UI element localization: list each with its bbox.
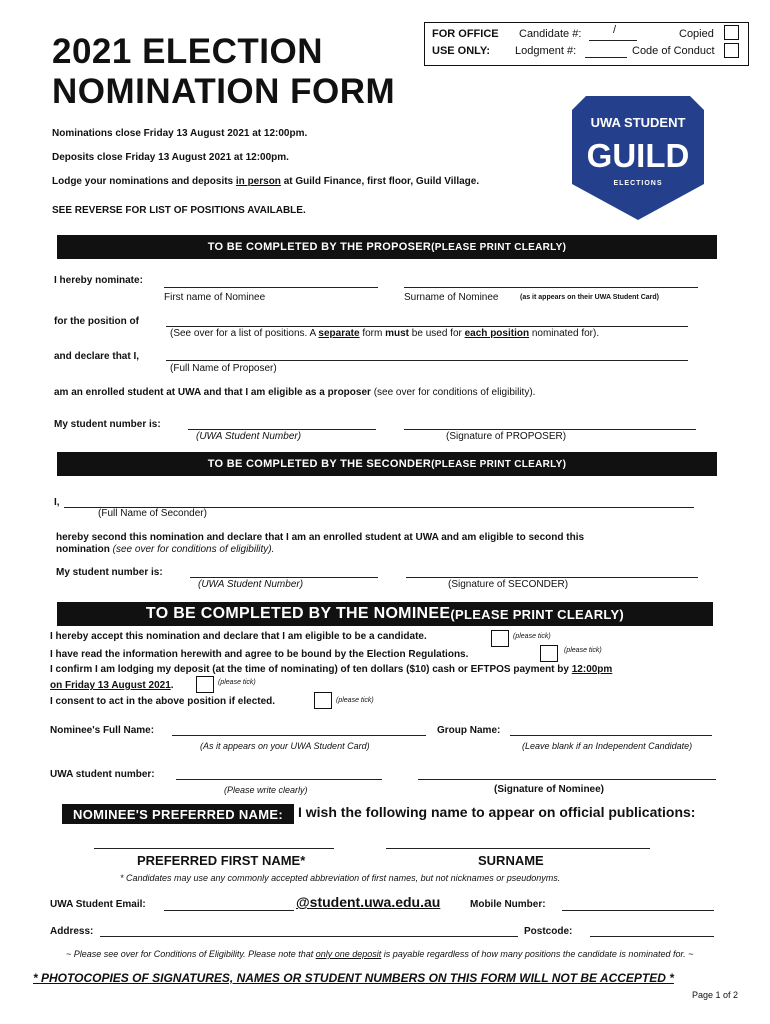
candidate-number-field[interactable]: [589, 40, 637, 41]
nominee-signature-caption: (Signature of Nominee): [494, 784, 605, 795]
postcode-label: Postcode:: [524, 926, 573, 937]
nominee-first-name-field[interactable]: [164, 287, 378, 288]
accept-tick-hint: (please tick): [513, 633, 551, 640]
preferred-name-statement: I wish the following name to appear on official publications:: [298, 804, 696, 820]
position-field[interactable]: [166, 326, 688, 327]
see-reverse-note: SEE REVERSE FOR LIST OF POSITIONS AVAILABLE.: [52, 205, 306, 216]
accept-checkbox[interactable]: [491, 630, 509, 647]
consent-statement: I consent to act in the above position if elected.: [50, 696, 276, 707]
mobile-label: Mobile Number:: [470, 899, 546, 910]
deposit-statement-line-2: on Friday 13 August 2021.: [50, 680, 174, 691]
email-label: UWA Student Email:: [50, 899, 146, 910]
preferred-name-label: NOMINEE'S PREFERRED NAME:: [62, 804, 294, 824]
eligibility-note: ~ Please see over for Conditions of Eligibility. Please note that only one deposit is payable regardless of how many positions the candidate is nominated for. ~: [66, 949, 694, 959]
declare-label: and declare that I,: [54, 351, 140, 362]
nominee-signature-field[interactable]: [418, 779, 716, 780]
seconder-declaration-line-1: hereby second this nomination and declare that I am an enrolled student at UWA and am eligible to second this: [56, 532, 585, 543]
lodgment-number-field[interactable]: [585, 57, 627, 58]
preferred-name-footnote: * Candidates may use any commonly accepted abbreviation of first names, but not nicknames or pseudonyms.: [120, 873, 561, 883]
mobile-field[interactable]: [562, 910, 714, 911]
nominee-student-number-caption: (Please write clearly): [224, 785, 308, 795]
address-label: Address:: [50, 926, 94, 937]
lodge-instructions: Lodge your nominations and deposits in person at Guild Finance, first floor, Guild Village.: [52, 176, 480, 187]
consent-checkbox[interactable]: [314, 692, 332, 709]
read-checkbox[interactable]: [540, 645, 558, 662]
seconder-full-name-caption: (Full Name of Seconder): [98, 508, 207, 519]
deposits-close-text: Deposits close Friday 13 August 2021 at 12:00pm.: [52, 152, 289, 163]
office-label-2: USE ONLY:: [432, 45, 491, 57]
accept-statement: I hereby accept this nomination and declare that I am eligible to be a candidate.: [50, 631, 427, 642]
seconder-declaration-line-2: nomination (see over for conditions of eligibility).: [56, 544, 275, 555]
group-name-field[interactable]: [510, 735, 712, 736]
seconder-signature-caption: (Signature of SECONDER): [448, 579, 569, 590]
proposer-signature-field[interactable]: [404, 429, 696, 430]
read-statement: I have read the information herewith and agree to be bound by the Election Regulations.: [50, 649, 469, 660]
seconder-signature-field[interactable]: [406, 577, 698, 578]
nominations-close-text: Nominations close Friday 13 August 2021 at 12:00pm.: [52, 128, 308, 139]
consent-tick-hint: (please tick): [336, 697, 374, 704]
seconder-student-number-field[interactable]: [190, 577, 378, 578]
copied-label: Copied: [679, 28, 714, 40]
preferred-surname-field[interactable]: [386, 848, 650, 849]
proposer-full-name-field[interactable]: [166, 360, 688, 361]
group-name-label: Group Name:: [437, 725, 501, 736]
seconder-student-number-label: My student number is:: [56, 567, 163, 578]
group-name-caption: (Leave blank if an Independent Candidate): [522, 741, 693, 751]
deposit-checkbox[interactable]: [196, 676, 214, 693]
office-label-1: FOR OFFICE: [432, 28, 499, 40]
code-of-conduct-label: Code of Conduct: [632, 45, 715, 57]
logo-line-2: GUILD: [586, 137, 690, 174]
lodgment-number-label: Lodgment #:: [515, 45, 577, 57]
surname-note: (as it appears on their UWA Student Card): [520, 294, 659, 301]
address-field[interactable]: [100, 936, 518, 937]
nominee-full-name-caption: (As it appears on your UWA Student Card): [200, 741, 370, 751]
deposit-tick-hint: (please tick): [218, 679, 256, 686]
first-name-caption: First name of Nominee: [164, 292, 266, 303]
nominee-full-name-field[interactable]: [172, 735, 426, 736]
surname-caption: Surname of Nominee: [404, 292, 499, 303]
position-label: for the position of: [54, 316, 139, 327]
preferred-first-name-field[interactable]: [94, 848, 334, 849]
candidate-number-value: /: [613, 24, 617, 36]
nominee-surname-field[interactable]: [404, 287, 698, 288]
seconder-section-header: TO BE COMPLETED BY THE SECONDER (PLEASE PRINT CLEARLY): [57, 452, 717, 476]
photocopy-warning: * PHOTOCOPIES OF SIGNATURES, NAMES OR STUDENT NUMBERS ON THIS FORM WILL NOT BE ACCEPTED *: [33, 971, 674, 985]
postcode-field[interactable]: [590, 936, 714, 937]
proposer-enrolled-statement: am an enrolled student at UWA and that I am eligible as a proposer (see over for conditions of eligibility).: [54, 387, 536, 398]
nominate-label: I hereby nominate:: [54, 275, 143, 286]
preferred-surname-caption: SURNAME: [478, 853, 544, 868]
proposer-student-number-caption: (UWA Student Number): [196, 431, 302, 442]
logo-line-3: ELECTIONS: [613, 180, 663, 187]
guild-logo: [572, 96, 704, 220]
email-domain: @student.uwa.edu.au: [296, 894, 441, 910]
proposer-full-name-caption: (Full Name of Proposer): [170, 363, 277, 374]
proposer-section-header: TO BE COMPLETED BY THE PROPOSER (PLEASE PRINT CLEARLY): [57, 235, 717, 259]
proposer-student-number-field[interactable]: [188, 429, 376, 430]
logo-line-1: UWA STUDENT: [590, 115, 686, 130]
preferred-first-name-caption: PREFERRED FIRST NAME*: [137, 853, 306, 868]
proposer-signature-caption: (Signature of PROPOSER): [446, 431, 567, 442]
seconder-i-label: I,: [54, 497, 60, 508]
position-note: (See over for a list of positions. A separate form must be used for each position nominated for).: [170, 328, 600, 339]
candidate-number-label: Candidate #:: [519, 28, 582, 40]
copied-checkbox[interactable]: [724, 25, 739, 40]
page-title: 2021 ELECTION NOMINATION FORM: [52, 32, 396, 111]
proposer-student-number-label: My student number is:: [54, 419, 161, 430]
code-of-conduct-checkbox[interactable]: [724, 43, 739, 58]
nominee-student-number-label: UWA student number:: [50, 769, 155, 780]
page-number: Page 1 of 2: [692, 990, 739, 1000]
email-field[interactable]: [164, 910, 294, 911]
deposit-statement-line-1: I confirm I am lodging my deposit (at the time of nominating) of ten dollars ($10) cash or EFTPOS payment by 12:00pm: [50, 664, 613, 675]
nominee-section-header: TO BE COMPLETED BY THE NOMINEE (PLEASE PRINT CLEARLY): [57, 602, 713, 626]
nominee-student-number-field[interactable]: [176, 779, 382, 780]
seconder-student-number-caption: (UWA Student Number): [198, 579, 304, 590]
read-tick-hint: (please tick): [564, 647, 602, 654]
nominee-full-name-label: Nominee's Full Name:: [50, 725, 155, 736]
